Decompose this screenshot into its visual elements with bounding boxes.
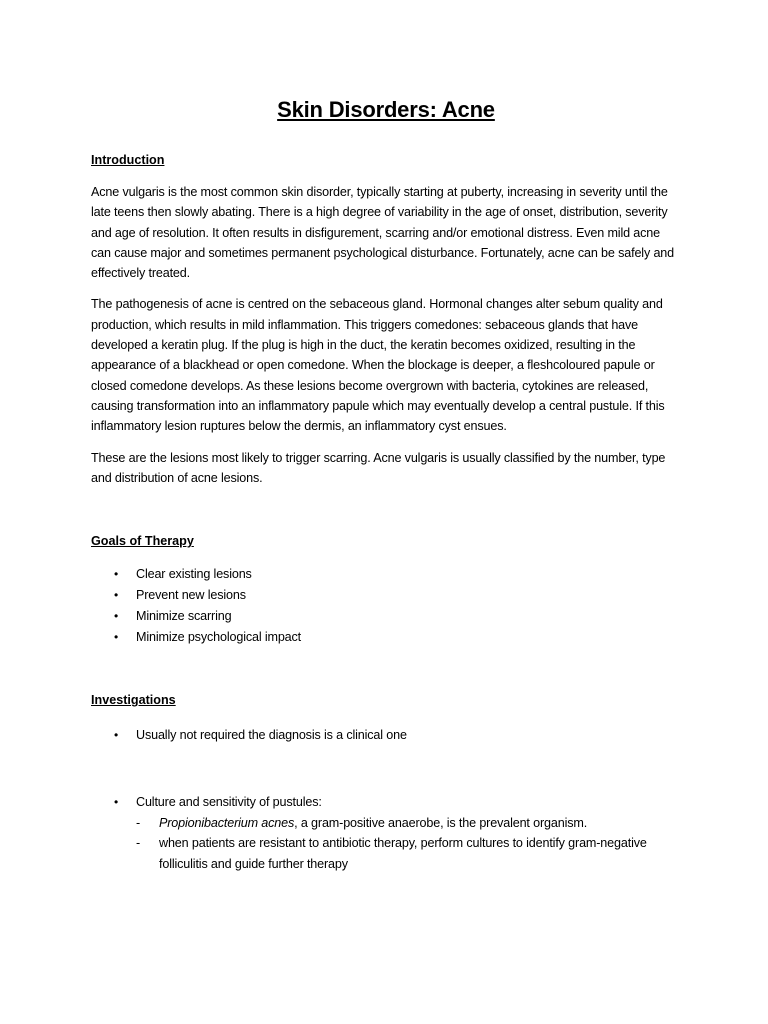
investigations-heading: Investigations [91,693,176,708]
investigations-list-1 [91,725,681,746]
bullet-icon: • [114,629,119,644]
introduction-paragraph-3: These are the lesions most likely to trigger scarring. Acne vulgaris is usually classified by the number, type and distribution of acne lesions. [91,450,666,485]
sub-list-item [91,813,681,833]
introduction-heading: Introduction [91,153,165,167]
bullet-icon: • [114,587,119,602]
list-item [91,725,681,746]
goal-text: Prevent new lesions [136,587,246,602]
bullet-icon: • [114,608,119,623]
investigation-text: Usually not required the diagnosis is a clinical one [136,728,407,743]
investigation-text: Culture and sensitivity of pustules: [136,795,322,810]
dash-icon: - [136,836,141,851]
dash-icon: - [136,815,141,830]
sub-item-text: , a gram-positive anaerobe, is the prevalent organism. [294,815,588,830]
goal-text: Minimize psychological impact [136,629,302,644]
culture-sub-list [91,813,681,874]
document-title: Skin Disorders: Acne [277,97,495,122]
goal-text: Clear existing lesions [136,567,252,582]
introduction-paragraph-2: The pathogenesis of acne is centred on the sebaceous gland. Hormonal changes alter sebum quality and production, which results in mild inflammation. This triggers comedones: sebaceous glands that have developed a keratin plug. If the plug is high in the duct, the keratin becomes oxidized, resulting in the appearance of a blackhead or open comedone. When the blockage is deeper, a fleshcoloured papule or closed comedone develops. As these lesions become overgrown with bacteria, cytokines are released, causing transformation into an inflammatory papule which may eventually develop a central pustule. If this inflammatory lesion ruptures below the dermis, an inflammatory cyst ensues. [91,297,665,434]
bullet-icon: • [114,795,119,810]
organism-name: Propionibacterium acnes [159,815,295,830]
sub-list-item [91,833,681,874]
list-item [91,792,681,813]
investigations-list-2 [91,792,681,813]
bullet-icon: • [114,567,119,582]
document-page [91,94,681,874]
goals-heading: Goals of Therapy [91,534,194,549]
list-item [91,585,681,606]
goal-text: Minimize scarring [136,608,232,623]
list-item [91,564,681,585]
bullet-icon: • [114,728,119,743]
introduction-paragraph-1: Acne vulgaris is the most common skin disorder, typically starting at puberty, increasing in severity until the late teens then slowly abating. There is a high degree of variability in the age of onset, distribution, severity and age of resolution. It often results in disfigurement, scarring and/or emotional distress. Even mild acne can cause major and sometimes permanent psychological disturbance. Fortunately, acne can be safely and effectively treated. [91,185,675,281]
list-item [91,606,681,627]
goals-list [91,564,681,647]
sub-item-text: when patients are resistant to antibiotic therapy, perform cultures to identify gram-negative folliculitis and guide further therapy [159,836,647,871]
list-item [91,627,681,648]
